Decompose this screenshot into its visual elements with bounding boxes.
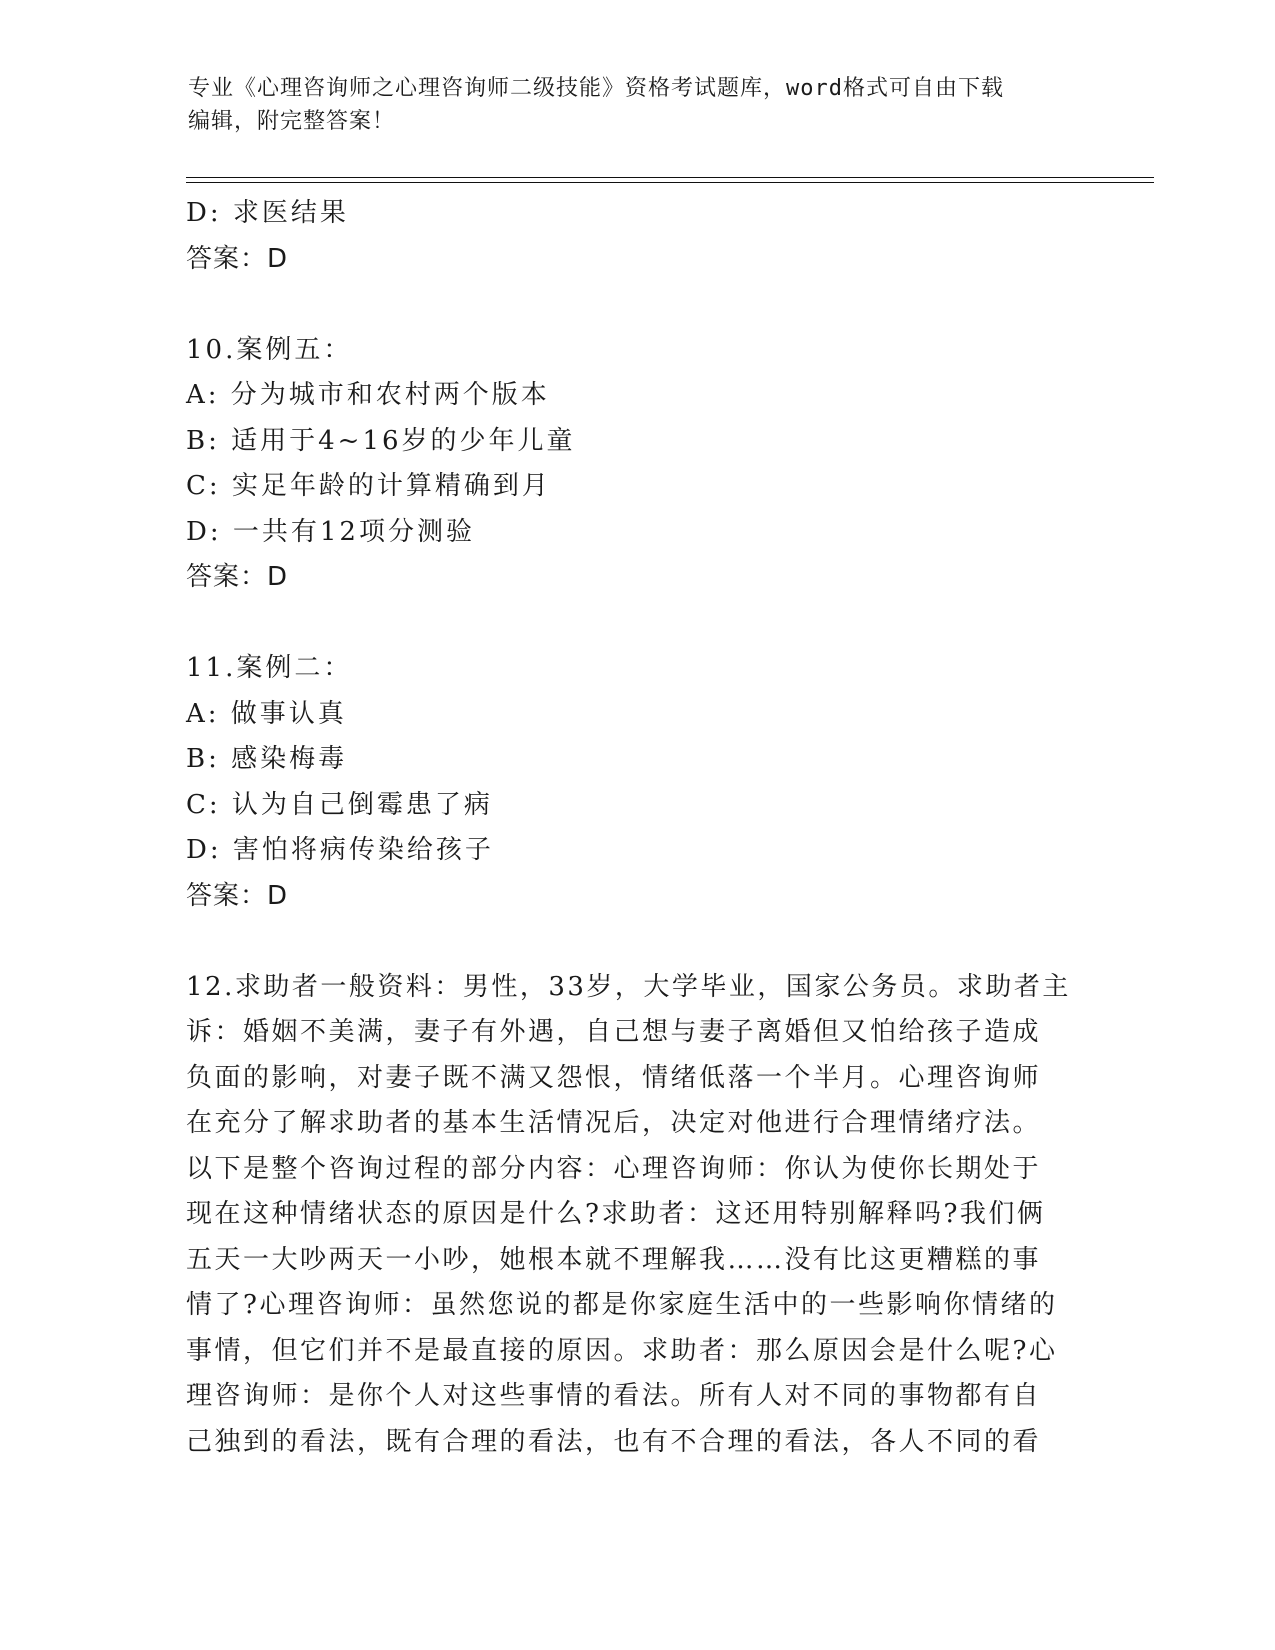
paragraph-line: 负面的影响，对妻子既不满又怨恨，情绪低落一个半月。心理咨询师 xyxy=(186,1062,1042,1093)
header-line-2: 编辑，附完整答案！ xyxy=(188,109,396,134)
header-rule-bottom xyxy=(186,182,1154,183)
question-12 xyxy=(186,965,1086,1466)
option-a: A: 分为城市和农村两个版本 xyxy=(186,380,550,410)
answer-line: 答案：D xyxy=(186,243,289,274)
paragraph-line: 五天一大吵两天一小吵，她根本就不理解我……没有比这更糟糕的事 xyxy=(186,1244,1042,1275)
question-11 xyxy=(186,646,1086,919)
spacer xyxy=(186,919,1086,965)
question-9-tail xyxy=(186,191,1086,282)
question-title: 10.案例五： xyxy=(186,334,353,365)
spacer xyxy=(186,282,1086,328)
option-a: A: 做事认真 xyxy=(186,698,347,729)
option-c: C: 认为自己倒霉患了病 xyxy=(186,789,493,820)
document-header xyxy=(188,72,1088,138)
paragraph-line: 事情，但它们并不是最直接的原因。求助者：那么原因会是什么呢?心 xyxy=(186,1335,1058,1366)
paragraph-line: 理咨询师：是你个人对这些事情的看法。所有人对不同的事物都有自 xyxy=(186,1381,1042,1411)
document-body xyxy=(186,191,1086,1465)
paragraph-line: 12.求助者一般资料：男性，33岁，大学毕业，国家公务员。求助者主 xyxy=(186,971,1071,1002)
question-10 xyxy=(186,328,1086,601)
answer-line: 答案：D xyxy=(186,562,289,592)
spacer xyxy=(186,601,1086,647)
header-rule-top xyxy=(186,177,1154,178)
option-b: B: 感染梅毒 xyxy=(186,744,348,774)
paragraph-line: 情了?心理咨询师：虽然您说的都是你家庭生活中的一些影响你情绪的 xyxy=(186,1290,1058,1320)
option-d: D: 害怕将病传染给孩子 xyxy=(186,835,494,865)
answer-line: 答案：D xyxy=(186,880,289,911)
paragraph-line: 现在这种情绪状态的原因是什么?求助者：这还用特别解释吗?我们俩 xyxy=(186,1199,1046,1229)
option-c: C: 实足年龄的计算精确到月 xyxy=(186,471,551,501)
option-b: B: 适用于4~16岁的少年儿童 xyxy=(186,425,576,456)
option-d: D: 一共有12项分测验 xyxy=(186,516,475,547)
question-title: 11.案例二： xyxy=(186,653,353,683)
paragraph-line: 在充分了解求助者的基本生活情况后，决定对他进行合理情绪疗法。 xyxy=(186,1108,1042,1138)
header-line-1: 专业《心理咨询师之心理咨询师二级技能》资格考试题库，word格式可自由下载 xyxy=(188,76,1004,101)
paragraph-line: 诉：婚姻不美满，妻子有外遇，自己想与妻子离婚但又怕给孩子造成 xyxy=(186,1017,1042,1047)
paragraph-line: 以下是整个咨询过程的部分内容：心理咨询师：你认为使你长期处于 xyxy=(186,1153,1042,1184)
option-d: D: 求医结果 xyxy=(186,198,349,228)
paragraph-line: 己独到的看法，既有合理的看法，也有不合理的看法，各人不同的看 xyxy=(186,1426,1042,1457)
